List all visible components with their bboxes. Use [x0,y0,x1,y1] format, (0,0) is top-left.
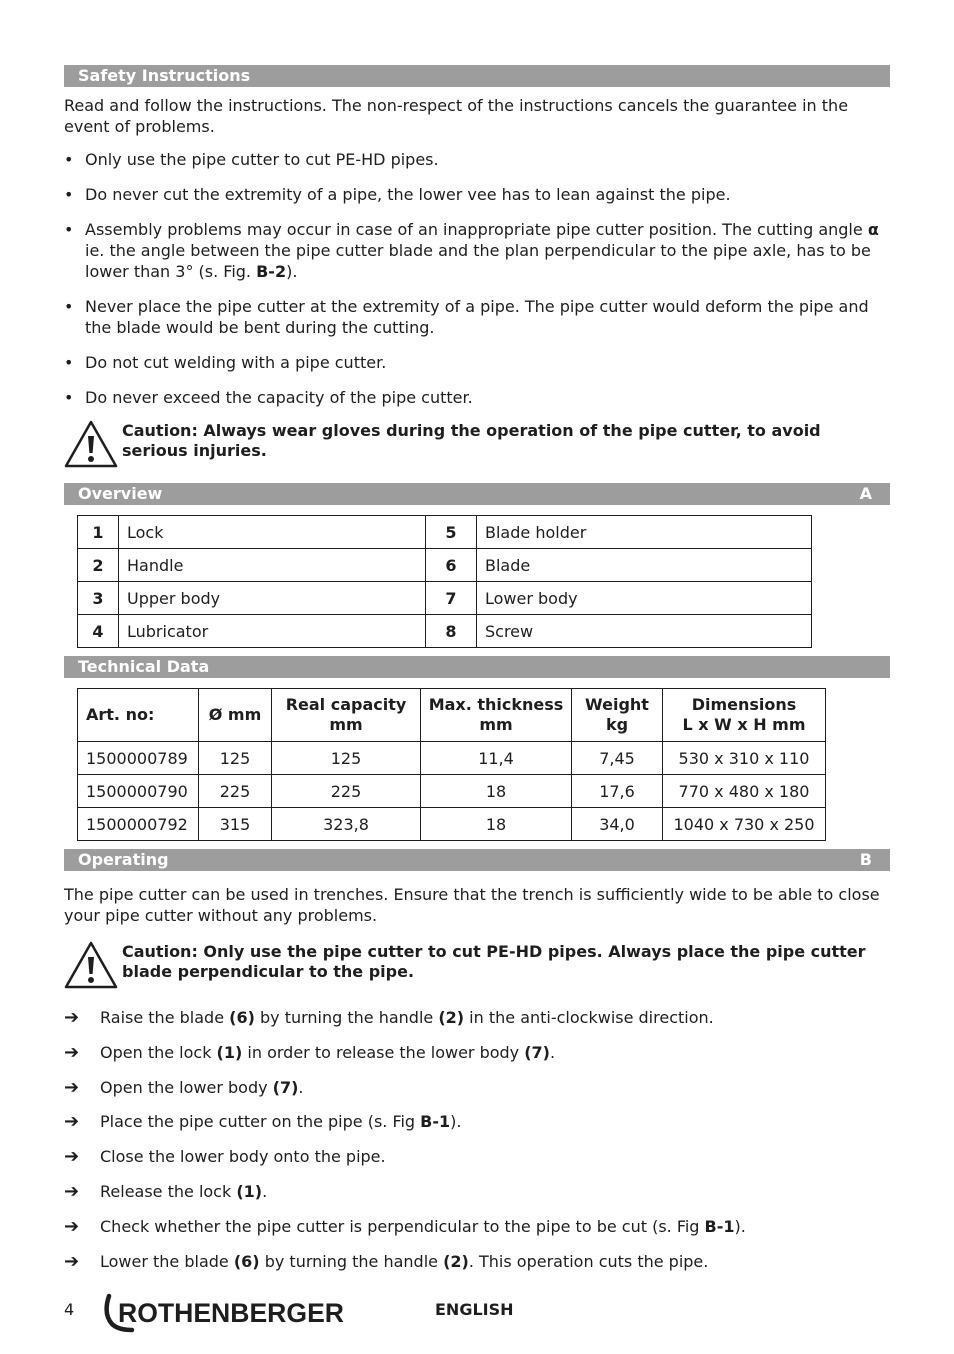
part-number: 7 [426,582,477,615]
table-row [78,615,812,648]
cell-art-no: 1500000790 [78,775,199,808]
cell-diameter: 125 [199,742,272,775]
table-row [78,775,826,808]
cell-art-no: 1500000792 [78,808,199,841]
cell-art-no: 1500000789 [78,742,199,775]
part-name: Lubricator [119,615,426,648]
section-title: Technical Data [78,657,210,676]
step-text: Open the lower body (7). [100,1077,304,1097]
table-row [78,742,826,775]
cell-thickness: 11,4 [421,742,572,775]
step-text: Check whether the pipe cutter is perpendicular to the pipe to be cut (s. Fig B-1). [100,1216,746,1236]
table-row [78,516,812,549]
safety-intro: Read and follow the instructions. The non-respect of the instructions cancels the guarantee in the event of problems. [64,96,849,136]
section-header-technical-data [64,656,890,678]
list-item [64,1042,890,1063]
figure-ref: B-2 [256,262,287,281]
rothenberger-logo [102,1292,352,1336]
section-header-safety [64,65,890,87]
arrow-right-icon: ➔ [64,1076,80,1098]
language-label: ENGLISH [435,1300,514,1319]
arrow-right-icon: ➔ [64,1007,80,1028]
cell-weight: 7,45 [572,742,663,775]
list-item: • Never place the pipe cutter at the extremity of a pipe. The pipe cutter would deform the pipe and the blade would be bent during the cutting. [64,296,890,338]
operating-steps [64,1007,890,1272]
list-item [64,1007,890,1028]
part-name: Screw [477,615,812,648]
part-number: 6 [426,549,477,582]
safety-bullet-list [64,149,890,408]
section-title: Safety Instructions [78,66,251,85]
list-item [64,1181,890,1202]
caution-box [64,941,890,989]
table-row [78,549,812,582]
table-row [78,582,812,615]
list-item [64,1111,890,1132]
cell-weight: 34,0 [572,808,663,841]
step-text: Raise the blade (6) by turning the handle (2) in the anti-clockwise direction. [100,1008,714,1027]
table-header-row [78,689,826,742]
arrow-right-icon: ➔ [64,1041,80,1063]
step-text: Close the lower body onto the pipe. [100,1147,386,1167]
cell-diameter: 315 [199,808,272,841]
svg-text:ROTHENBERGER: ROTHENBERGER [118,1298,344,1328]
cell-weight: 17,6 [572,775,663,808]
part-number: 2 [78,549,119,582]
arrow-right-icon: ➔ [64,1250,80,1272]
step-text: Release the lock (1). [100,1181,268,1201]
cell-thickness: 18 [421,808,572,841]
list-item [64,1216,890,1237]
alpha-symbol: α [867,220,879,239]
header-diameter: Ø mm [199,689,272,742]
technical-data-table [77,688,826,841]
part-name: Blade [477,549,812,582]
part-name: Upper body [119,582,426,615]
section-letter: B [859,850,872,869]
step-text: Open the lock (1) in order to release the lower body (7). [100,1042,556,1062]
cell-capacity: 323,8 [272,808,421,841]
caution-box [64,420,890,468]
list-item: • Do never cut the extremity of a pipe, the lower vee has to lean against the pipe. [64,184,890,205]
warning-triangle-icon [64,941,118,989]
header-real-capacity: Real capacity mm [272,689,421,742]
cell-capacity: 125 [272,742,421,775]
header-weight: Weight kg [572,689,663,742]
part-number: 4 [78,615,119,648]
part-number: 1 [78,516,119,549]
section-title: Overview [78,484,163,503]
overview-table [77,515,812,648]
cell-dimensions: 1040 x 730 x 250 [663,808,826,841]
section-header-operating [64,849,890,871]
list-item [64,1251,890,1272]
caution-text: Caution: Only use the pipe cutter to cut PE-HD pipes. Always place the pipe cutter blade perpendicular to the pipe. [122,942,866,981]
manual-page [64,65,890,1285]
cell-diameter: 225 [199,775,272,808]
warning-triangle-icon [64,420,118,468]
header-max-thickness: Max. thickness mm [421,689,572,742]
step-text: Lower the blade (6) by turning the handle (2). This operation cuts the pipe. [100,1251,709,1271]
list-item: • Do not cut welding with a pipe cutter. [64,352,890,373]
part-number: 3 [78,582,119,615]
cell-dimensions: 530 x 310 x 110 [663,742,826,775]
list-item [64,1146,890,1167]
arrow-right-icon: ➔ [64,1180,80,1202]
part-number: 8 [426,615,477,648]
header-dimensions: Dimensions L x W x H mm [663,689,826,742]
part-number: 5 [426,516,477,549]
operating-intro: The pipe cutter can be used in trenches. Ensure that the trench is sufficiently wide to be able to close your pipe cutter without any problems. [64,885,880,925]
list-item: • Do never exceed the capacity of the pipe cutter. [64,387,890,408]
cell-dimensions: 770 x 480 x 180 [663,775,826,808]
part-name: Lock [119,516,426,549]
cell-thickness: 18 [421,775,572,808]
page-footer [64,1298,890,1338]
list-item: • Only use the pipe cutter to cut PE-HD pipes. [64,149,890,170]
arrow-right-icon: ➔ [64,1146,80,1168]
header-art-no: Art. no: [78,689,199,742]
step-text: Place the pipe cutter on the pipe (s. Fig B-1). [100,1112,462,1132]
section-title: Operating [78,850,169,869]
arrow-right-icon: ➔ [64,1111,80,1133]
table-row [78,808,826,841]
caution-text: Caution: Always wear gloves during the operation of the pipe cutter, to avoid serious injuries. [122,421,821,460]
page-number: 4 [64,1300,75,1319]
part-name: Lower body [477,582,812,615]
list-item [64,1077,890,1098]
list-item: • Assembly problems may occur in case of an inappropriate pipe cutter position. The cutting angle α ie. the angle between the pipe cutter blade and the plan perpendicular to the pipe axle, has to be lower than 3° (s. Fig. B-2). [64,219,890,282]
part-name: Handle [119,549,426,582]
cell-capacity: 225 [272,775,421,808]
arrow-right-icon: ➔ [64,1215,80,1237]
section-letter: A [859,484,872,503]
part-name: Blade holder [477,516,812,549]
section-header-overview [64,483,890,505]
